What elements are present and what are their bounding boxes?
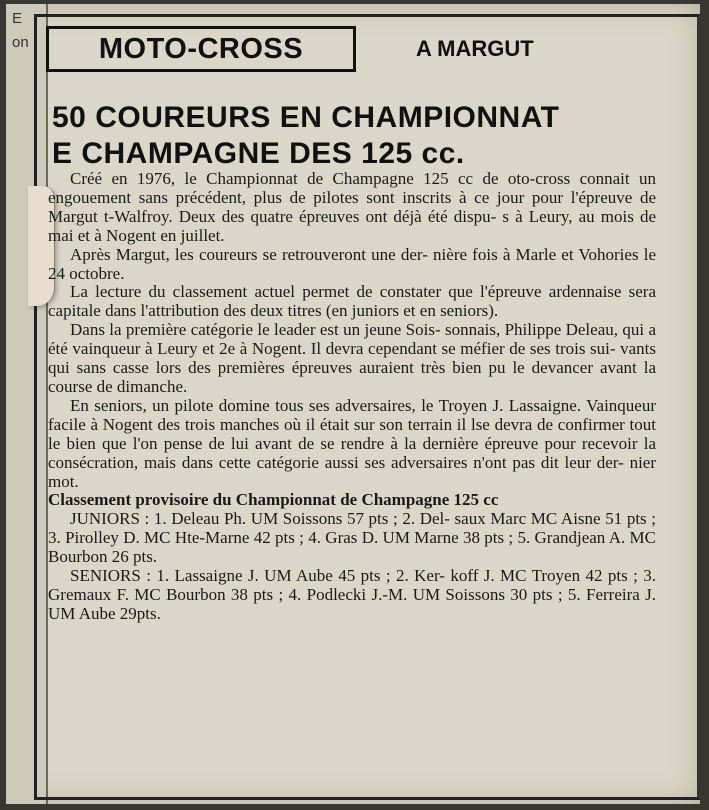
paragraph-4: Dans la première catégorie le leader est un jeune Sois- sonnais, Philippe Deleau, qui a été vainqueur à Leury et 2e à Nogent. Il devra cependant se méfier de ses trois sui- vants qui sans casse lors des premières épreuves auraient très bien pu le devancer avant la course de dimanche.: [48, 320, 656, 396]
edge-fragment-2: on: [12, 34, 29, 51]
paragraph-3: La lecture du classement actuel permet de constater que l'épreuve ardennaise sera capitale dans l'attribution des deux titres (en juniors et en seniors).: [48, 282, 656, 321]
edge-fragment-1: E: [12, 10, 23, 27]
juniors-ranking: JUNIORS : 1. Deleau Ph. UM Soissons 57 pts ; 2. Del- saux Marc MC Aisne 51 pts ; 3. Pirolley D. MC Hte-Marne 42 pts ; 4. Gras D. UM Marne 38 pts ; 5. Grandjean A. MC Bourbon 26 pts.: [48, 509, 656, 567]
paragraph-1: Créé en 1976, le Championnat de Champagne 125 cc de oto-cross connait un engouement sans précédent, plus de pilotes sont inscrits à ce jour pour l'épreuve de Margut t-Walfroy. Deux des quatre épreuves ont déjà été dispu- s à Leury, au mois de mai et à Nogent en juillet.: [48, 169, 656, 245]
paragraph-2: Après Margut, les coureurs se retrouveront une der- nière fois à Marle et Vohories le 24 octobre.: [48, 244, 656, 283]
headline-line-1: 50 COUREURS EN CHAMPIONNAT: [52, 101, 560, 134]
section-rubric: MOTO-CROSS: [46, 26, 356, 72]
article-body: [48, 170, 656, 624]
seniors-ranking: SENIORS : 1. Lassaigne J. UM Aube 45 pts ; 2. Ker- koff J. MC Troyen 42 pts ; 3. Gremaux F. MC Bourbon 38 pts ; 4. Podlecki J.-M. UM Soissons 30 pts ; 5. Ferreira J. UM Aube 29pts.: [48, 566, 656, 623]
paragraph-5: En seniors, un pilote domine tous ses adversaires, le Troyen J. Lassaigne. Vainqueur facile à Nogent des trois manches où il était sur son terrain il lse devra de confirmer tout le bien que l'on pense de lui avant de se rendre à la dernière épreuve pour recevoir la consécration, mais dans cette catégorie aussi ses adversaires n'ont pas dit leur der- nier mot.: [48, 395, 656, 491]
headline: [52, 100, 652, 172]
dateline-place: A MARGUT: [416, 36, 534, 61]
headline-line-2: E CHAMPAGNE DES 125 cc.: [52, 137, 465, 170]
ranking-title: Classement provisoire du Championnat de Champagne 125 cc: [48, 490, 499, 510]
